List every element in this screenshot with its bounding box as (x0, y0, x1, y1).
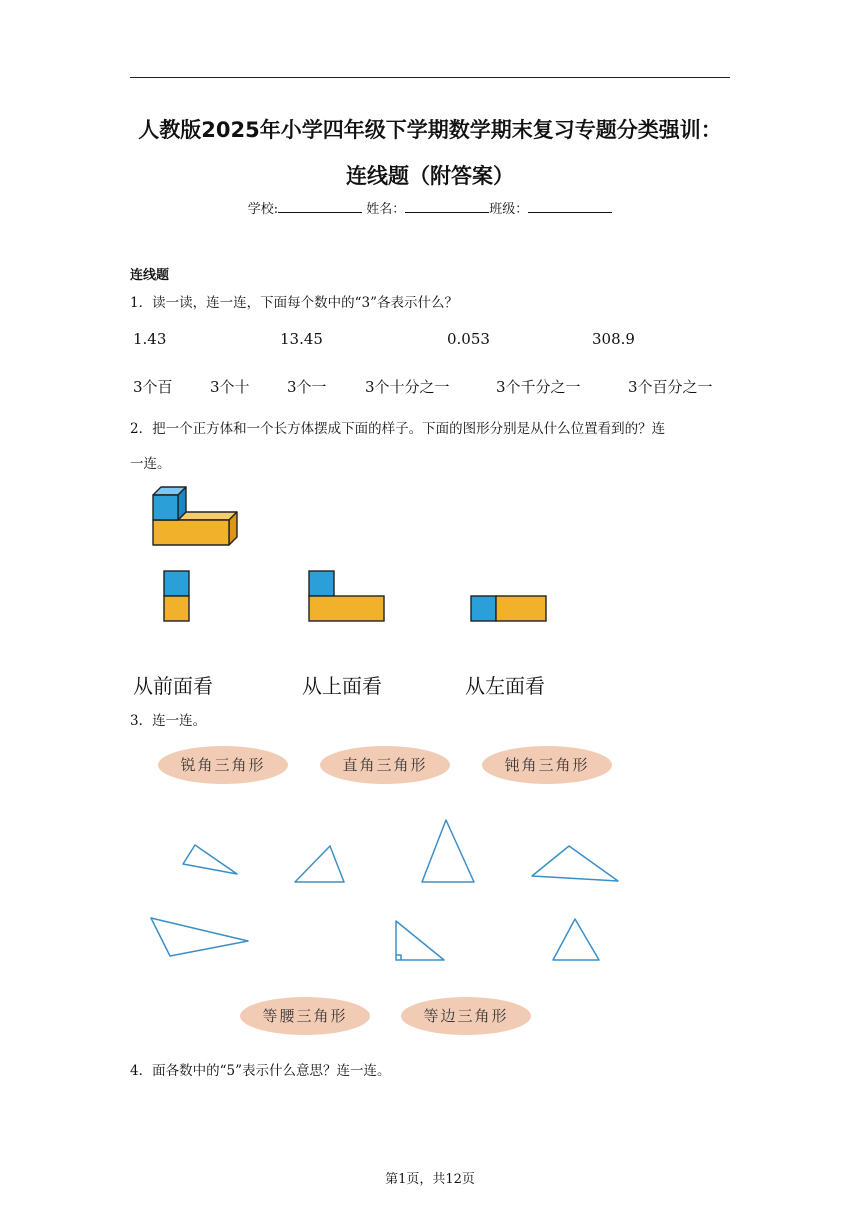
q1-option-1[interactable]: 3个百 (133, 378, 173, 396)
q1-number-2[interactable]: 13.45 (280, 330, 323, 348)
label-acute-triangle[interactable]: 锐角三角形 (158, 746, 288, 784)
view-label-top[interactable]: 从上面看 (302, 674, 382, 698)
name-label: 姓名： (366, 202, 406, 217)
q1-number-3[interactable]: 0.053 (447, 330, 490, 348)
doc-title-line2: 连线题（附答案） (346, 164, 514, 188)
question-2-text-line1: 2．把一个正方体和一个长方体摆成下面的样子。下面的图形分别是从什么位置看到的？连 (130, 421, 666, 437)
q1-number-1[interactable]: 1.43 (133, 330, 167, 348)
class-label: 班级： (489, 202, 529, 217)
label-isosceles-triangle[interactable]: 等腰三角形 (240, 997, 370, 1035)
q1-option-2[interactable]: 3个十 (210, 378, 250, 396)
triangle-7 (553, 919, 599, 960)
label-obtuse-triangle[interactable]: 钝角三角形 (482, 746, 612, 784)
triangle-1 (183, 845, 237, 874)
question-4-text: 4．面各数中的“5”表示什么意思？连一连。 (130, 1063, 391, 1079)
school-label: 学校: (247, 202, 279, 217)
triangle-4 (532, 846, 618, 881)
q1-number-4[interactable]: 308.9 (592, 330, 635, 348)
q1-option-6[interactable]: 3个百分之一 (628, 378, 713, 396)
q1-option-4[interactable]: 3个十分之一 (365, 378, 450, 396)
triangle-3 (422, 820, 474, 882)
view-label-front[interactable]: 从前面看 (133, 674, 213, 698)
triangle-2 (295, 846, 344, 882)
view-label-left[interactable]: 从左面看 (465, 674, 545, 698)
page-footer: 第1页，共12页 (385, 1172, 475, 1187)
section-title: 连线题 (130, 268, 170, 283)
doc-title-line1: 人教版2025年小学四年级下学期数学期末复习专题分类强训： (138, 118, 722, 142)
question-1-text: 1．读一读，连一连，下面每个数中的“3”各表示什么？ (130, 295, 458, 311)
q1-option-5[interactable]: 3个千分之一 (496, 378, 581, 396)
triangle-6 (396, 921, 444, 960)
question-2-text-line2: 一连。 (130, 456, 171, 472)
label-right-triangle[interactable]: 直角三角形 (320, 746, 450, 784)
label-equilateral-triangle[interactable]: 等边三角形 (401, 997, 531, 1035)
triangle-5 (151, 918, 248, 956)
q1-option-3[interactable]: 3个一 (287, 378, 327, 396)
question-3-text: 3．连一连。 (130, 713, 207, 729)
